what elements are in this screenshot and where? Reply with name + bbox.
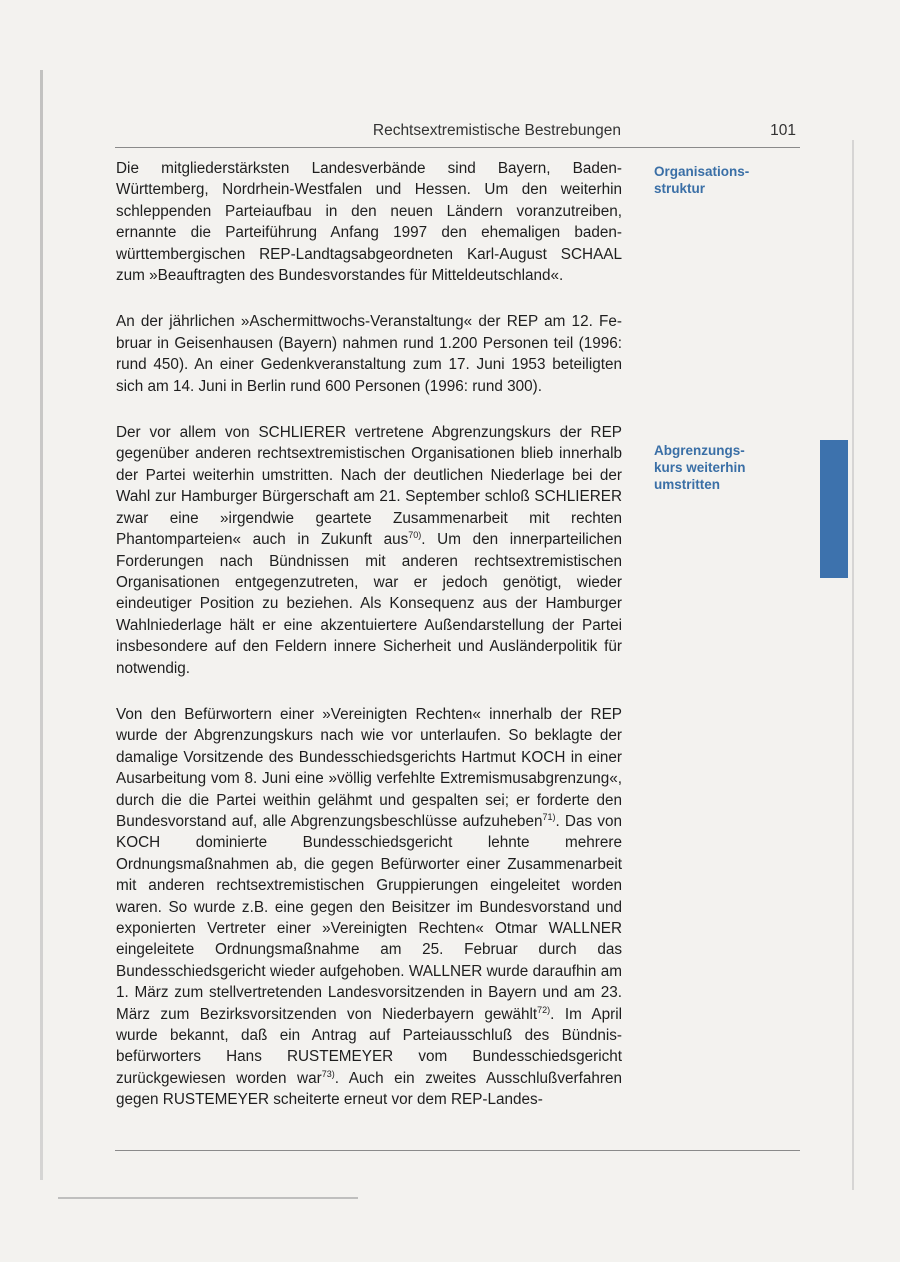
paragraph-text: Von den Befürwortern einer »Vereinigten Rechten« innerhalb der REP wurde der Abgrenzungskurs nach wie vor unterlaufen. So beklagte der damalige Vorsitzende des Bundesschiedsgerichts Hartmut KOCH in einer Ausarbeitung vom 8. Juni eine »völlig verfehlte Extremismusabgrenzung«, durch die die Partei weithin gelähmt und gespalten sei; er forderte den Bundesvorstand auf, alle Abgrenzungsbeschlüsse aufzuheben xyxy=(116,705,622,830)
paragraph-text: Die mitgliederstärksten Landesverbände sind Bayern, Baden-Württemberg, Nordrhein-Westfalen und Hessen. Um den weiterhin schleppenden Parteiaufbau in den neuen Ländern voranzutreiben, ernannte die Parteiführung Anfang 1997 den ehemaligen baden-württembergischen REP-Landtagsabgeordneten Karl-August SCHAAL zum »Beauftragten des Bundesvorstandes für Mitteldeutschland«. xyxy=(116,160,622,285)
footer-rule xyxy=(115,1150,800,1151)
chapter-side-tab xyxy=(820,440,848,578)
running-header-title: Rechtsextremistische Bestrebungen xyxy=(372,122,621,139)
paragraph-text: . Im April wurde bekannt, daß ein Antrag auf Parteiausschluß des Bündnisbefürworters Hans RUSTEMEYER vom Bundesschiedsgericht zurückgewiesen worden war xyxy=(116,1005,622,1087)
paragraph-text: . Auch ein zweites Ausschlußverfahren gegen RUSTEMEYER scheiterte erneut vor dem REP-Landes- xyxy=(116,1069,622,1109)
paragraph-text: . Um den innerparteilichen Forderungen nach Bündnissen mit anderen rechtsextremistischen Organisationen entgegenzutreten, war er jedoch genötigt, wieder eindeutiger Position zu beziehen. Als Konsequenz aus der Hamburger Wahlniederlage hält er eine akzentuiertere Außendarstellung der Partei insbesondere auf den Feldern innere Sicherheit und Ausländerpolitik für notwendig. xyxy=(116,531,622,677)
paragraph xyxy=(116,704,622,1111)
paragraph-text: Der vor allem von SCHLIERER vertretene Abgrenzungskurs der REP gegenüber anderen rechtsextremistischen Organisationen blieb innerhalb der Partei weiterhin umstritten. Nach der deutlichen Niederlage bei der Wahl zur Hamburger Bürgerschaft am 21. September schloß SCHLIERER zwar eine »irgendwie geartete Zusammenarbeit mit rechten Phantomparteien« auch in Zukunft aus xyxy=(116,424,622,549)
footnote-ref: 71) xyxy=(542,811,556,822)
footnote-ref: 73) xyxy=(321,1068,335,1079)
body-text xyxy=(116,158,622,1136)
footnote-ref: 70) xyxy=(408,530,422,541)
paragraph-text: . Das von KOCH dominierte Bundesschiedsgericht lehnte mehrere Ordnungsmaßnahmen ab, die gegen Befürworter einer Zusammenarbeit mit anderen rechtsextremistischen Gruppierungen eingeleitet worden waren. So wurde z.B. eine gegen den Beisitzer im Bundesvorstand und exponierten Vertreter einer »Vereinigten Rechten« Otmar WALLNER eingeleitete Ordnungsmaßnahme am 25. Februar durch das Bundesschiedsgericht wieder aufgehoben. WALLNER wurde daraufhin am 1. März zum stellvertretenden Landesvorsitzenden in Bayern und am 23. März zum Bezirksvorsitzenden von Niederbayern gewählt xyxy=(116,812,622,1023)
page-number: 101 xyxy=(770,122,796,139)
scan-edge-right xyxy=(852,140,854,1190)
scan-edge-bottom xyxy=(58,1197,358,1199)
header-rule xyxy=(115,147,800,148)
paragraph-text: An der jährlichen »Aschermittwochs-Veranstaltung« der REP am 12. Februar in Geisenhausen (Bayern) nahmen rund 1.200 Personen teil (1996: rund 450). An einer Gedenkveranstaltung zum 17. Juni 1953 beteiligten sich am 14. Juni in Berlin rund 600 Personen (1996: rund 300). xyxy=(116,313,622,395)
paragraph xyxy=(116,158,622,286)
paragraph xyxy=(116,422,622,679)
scan-edge-left xyxy=(40,70,43,1180)
footnote-ref: 72) xyxy=(537,1004,551,1015)
marginal-note-abgrenzungskurs: Abgrenzungs- kurs weiterhin umstritten xyxy=(654,443,746,492)
running-header xyxy=(115,120,800,144)
paragraph xyxy=(116,311,622,397)
marginal-note-organisationsstruktur: Organisations- struktur xyxy=(654,164,750,196)
